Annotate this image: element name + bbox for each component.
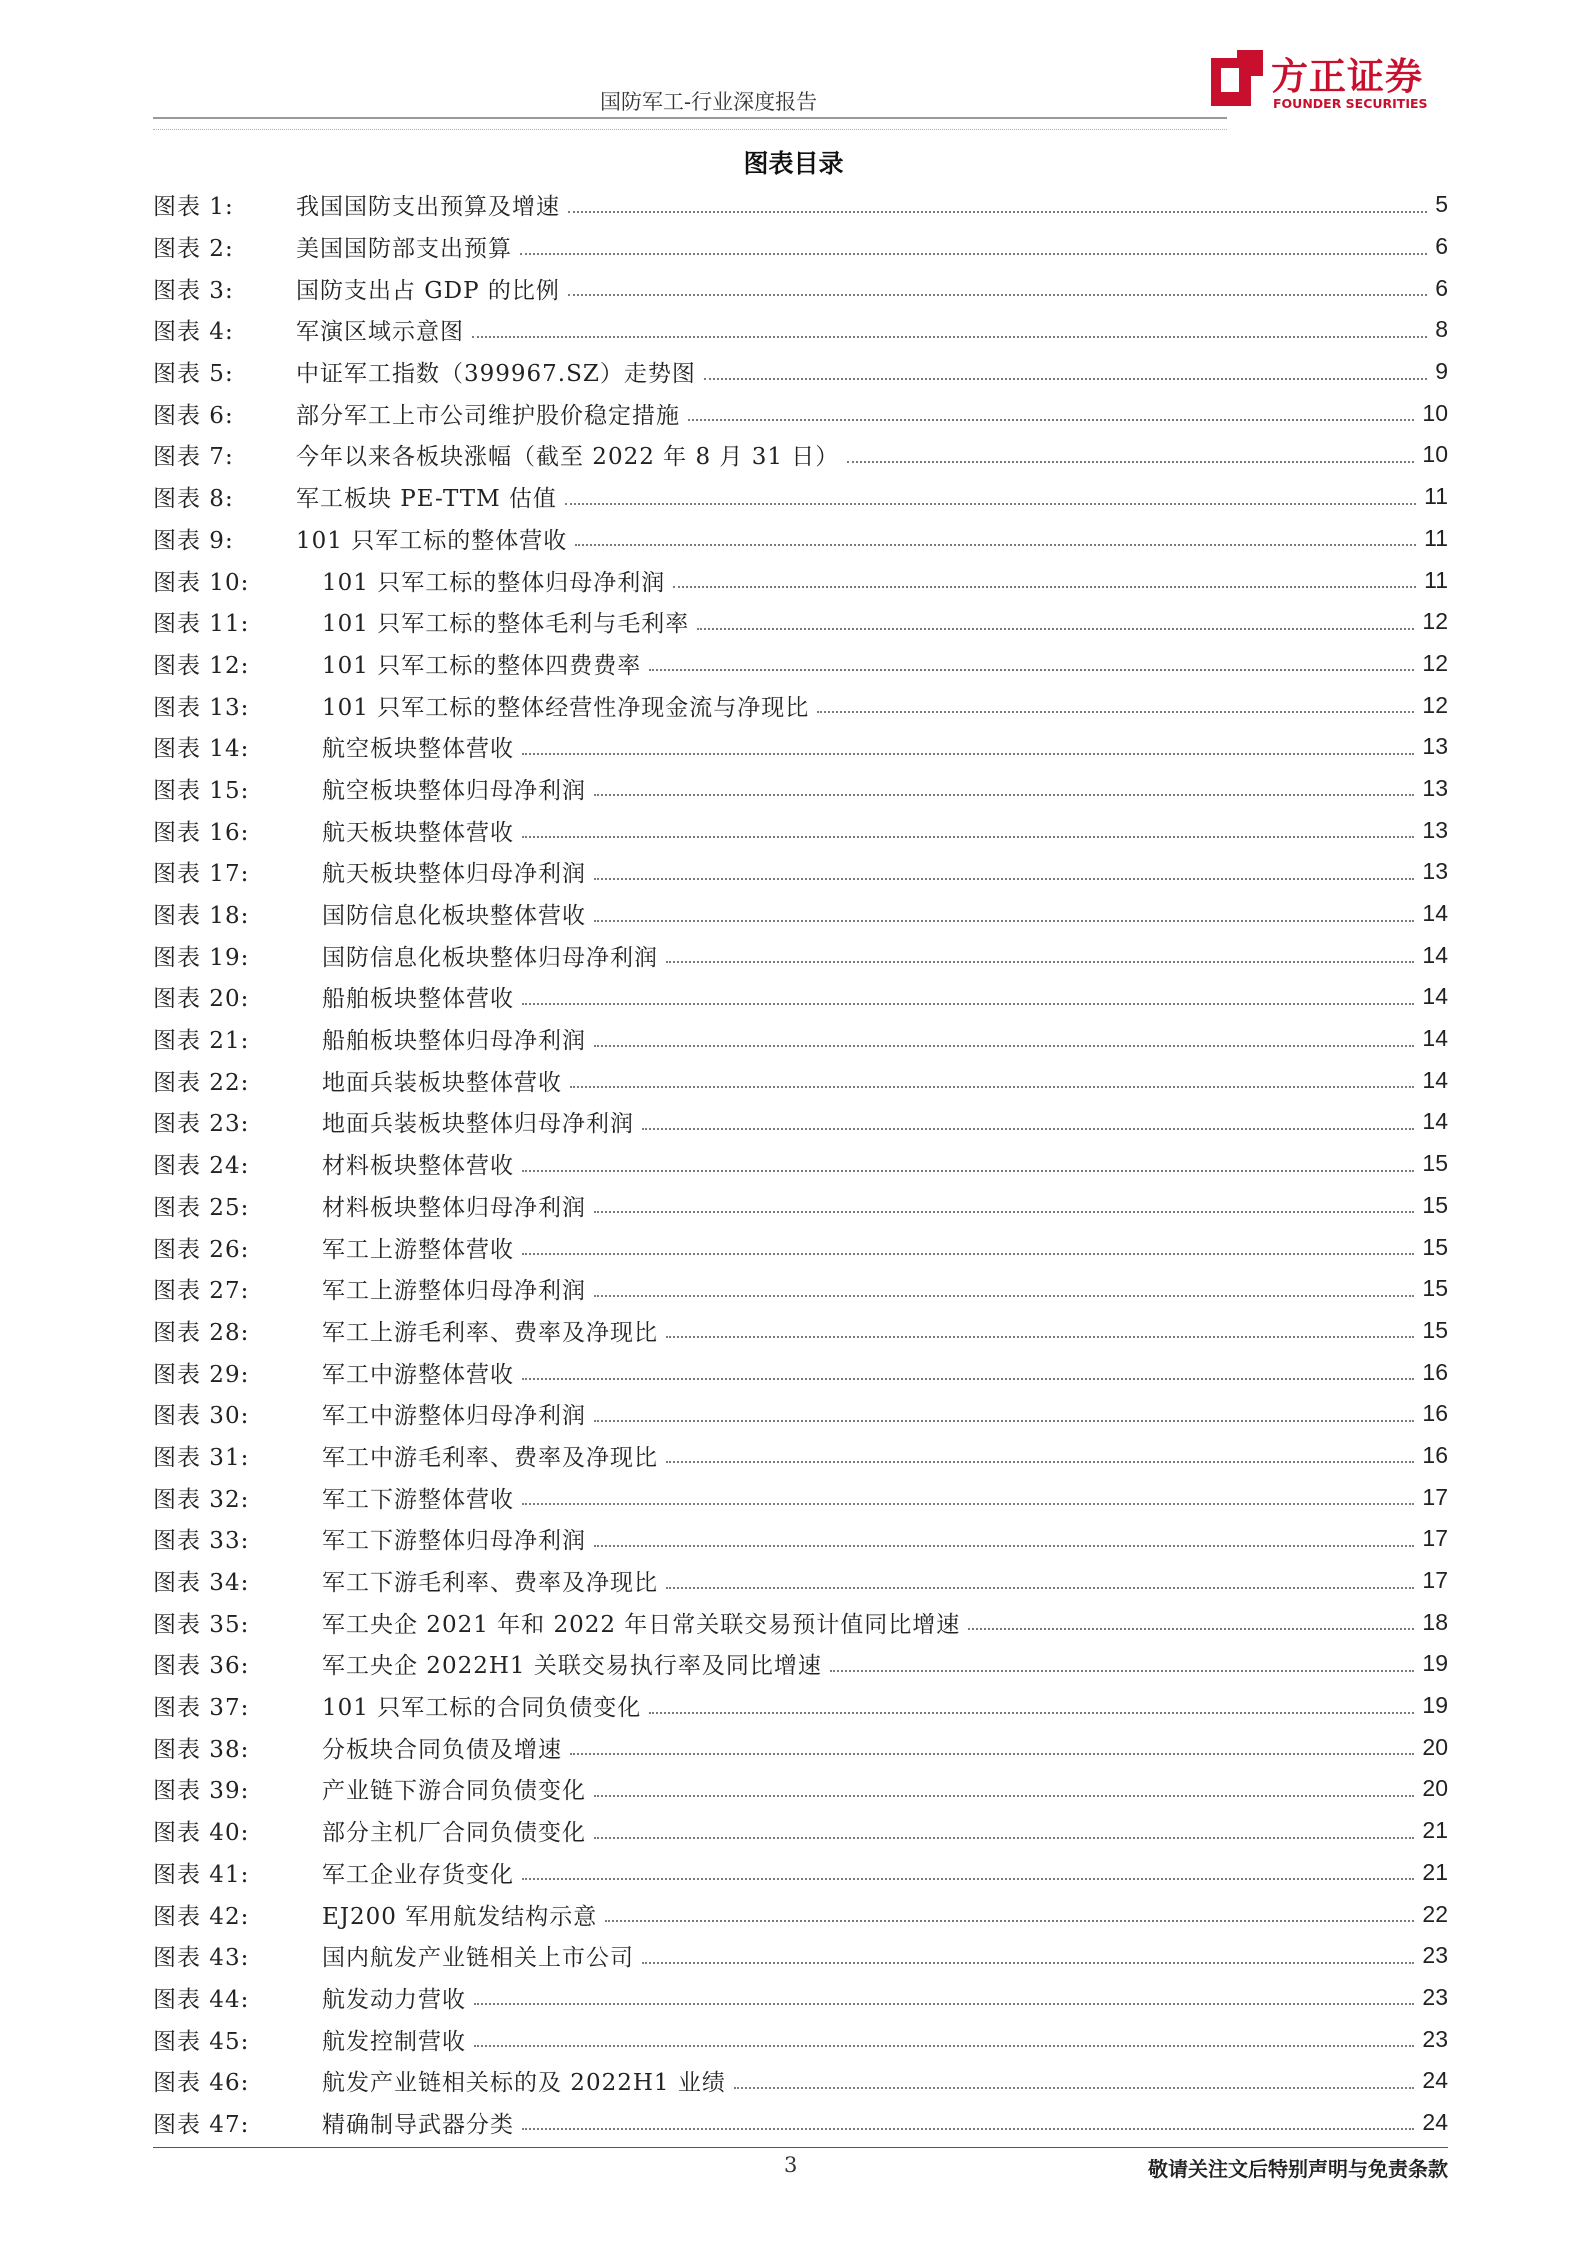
header-dotted-divider (153, 129, 1227, 130)
toc-entry-title: 地面兵装板块整体营收 (322, 1069, 562, 1096)
toc-entry-label: 图表 36: (153, 1653, 250, 1680)
toc-entry[interactable] (153, 1643, 1448, 1685)
toc-entry-page: 12 (1422, 608, 1448, 635)
toc-entry-label: 图表 9: (153, 527, 234, 554)
toc-entry-title: 101 只军工标的整体四费费率 (322, 652, 642, 679)
page-number: 3 (784, 2153, 798, 2177)
toc-entry-title: 军演区域示意图 (296, 319, 464, 346)
toc-entry[interactable] (153, 976, 1448, 1018)
toc-entry-page: 10 (1422, 399, 1448, 426)
toc-entry-label: 图表 24: (153, 1153, 250, 1180)
toc-entry-label: 图表 18: (153, 903, 250, 930)
toc-entry-title: 军工中游毛利率、费率及净现比 (322, 1444, 658, 1471)
toc-leader-dots (472, 336, 1427, 338)
toc-entry-label: 图表 23: (153, 1111, 250, 1138)
toc-leader-dots (666, 1587, 1414, 1589)
toc-entry[interactable] (153, 1726, 1448, 1768)
toc-entry[interactable] (153, 1351, 1448, 1393)
toc-entry-page: 12 (1422, 691, 1448, 718)
toc-entry-label: 图表 43: (153, 1945, 250, 1972)
toc-entry[interactable] (153, 392, 1448, 434)
toc-entry-page: 20 (1422, 1775, 1448, 1802)
toc-entry-page: 14 (1422, 900, 1448, 927)
toc-entry-label: 图表 20: (153, 986, 250, 1013)
toc-entry[interactable] (153, 2018, 1448, 2060)
toc-entry[interactable] (153, 643, 1448, 685)
toc-leader-dots (642, 1128, 1414, 1130)
toc-entry-title: 航天板块整体营收 (322, 819, 514, 846)
toc-entry-label: 图表 5: (153, 361, 234, 388)
toc-entry-page: 13 (1422, 733, 1448, 760)
toc-entry-page: 15 (1422, 1275, 1448, 1302)
toc-entry-label: 图表 4: (153, 319, 234, 346)
toc-leader-dots (666, 1336, 1414, 1338)
toc-leader-dots (594, 1795, 1414, 1797)
toc-entry-page: 11 (1424, 566, 1448, 593)
toc-entry[interactable] (153, 184, 1448, 226)
toc-entry-page: 11 (1424, 524, 1448, 551)
toc-entry-label: 图表 7: (153, 444, 234, 471)
toc-leader-dots (568, 211, 1427, 213)
toc-entry[interactable] (153, 1852, 1448, 1894)
toc-entry[interactable] (153, 1435, 1448, 1477)
toc-entry-title: 军工下游整体营收 (322, 1486, 514, 1513)
toc-entry[interactable] (153, 684, 1448, 726)
toc-entry-title: 航空板块整体归母净利润 (322, 777, 586, 804)
toc-entry[interactable] (153, 434, 1448, 476)
logo-english-name: FOUNDER SECURITIES (1273, 96, 1428, 111)
toc-entry[interactable] (153, 518, 1448, 560)
toc-leader-dots (522, 1878, 1414, 1880)
toc-leader-dots (522, 1003, 1414, 1005)
toc-entry-page: 14 (1422, 941, 1448, 968)
toc-entry[interactable] (153, 1143, 1448, 1185)
toc-leader-dots (817, 711, 1414, 713)
toc-entry-label: 图表 32: (153, 1486, 250, 1513)
toc-entry-label: 图表 25: (153, 1194, 250, 1221)
toc-entry-label: 图表 13: (153, 694, 250, 721)
toc-entry[interactable] (153, 809, 1448, 851)
toc-leader-dots (673, 586, 1416, 588)
toc-entry[interactable] (153, 601, 1448, 643)
toc-entry[interactable] (153, 2060, 1448, 2102)
toc-entry-page: 23 (1422, 1942, 1448, 1969)
toc-entry-title: 军工上游整体归母净利润 (322, 1278, 586, 1305)
toc-entry[interactable] (153, 1393, 1448, 1435)
toc-entry-label: 图表 2: (153, 236, 234, 263)
toc-entry-page: 14 (1422, 1108, 1448, 1135)
header-divider (153, 117, 1227, 119)
toc-entry-title: 船舶板块整体营收 (322, 986, 514, 1013)
toc-entry-label: 图表 47: (153, 2111, 250, 2138)
toc-entry-page: 23 (1422, 2025, 1448, 2052)
toc-entry-page: 6 (1435, 274, 1448, 301)
toc-entry-page: 24 (1422, 2067, 1448, 2094)
toc-leader-dots (594, 1211, 1414, 1213)
toc-entry-page: 13 (1422, 858, 1448, 885)
toc-leader-dots (594, 1295, 1414, 1297)
toc-entry-title: 国防支出占 GDP 的比例 (296, 277, 560, 304)
toc-leader-dots (594, 794, 1414, 796)
toc-entry-label: 图表 35: (153, 1611, 250, 1638)
toc-entry-page: 21 (1422, 1817, 1448, 1844)
toc-entry-page: 16 (1422, 1358, 1448, 1385)
toc-leader-dots (520, 253, 1427, 255)
toc-entry-title: 军工央企 2021 年和 2022 年日常关联交易预计值同比增速 (322, 1611, 961, 1638)
toc-entry-page: 14 (1422, 1025, 1448, 1052)
toc-leader-dots (688, 419, 1414, 421)
toc-entry[interactable] (153, 1476, 1448, 1518)
toc-leader-dots (594, 878, 1414, 880)
toc-entry[interactable] (153, 1226, 1448, 1268)
toc-entry-label: 图表 10: (153, 569, 250, 596)
toc-entry-title: 军工上游整体营收 (322, 1236, 514, 1263)
footer-divider (153, 2147, 1448, 2148)
toc-entry[interactable] (153, 559, 1448, 601)
toc-entry-page: 12 (1422, 649, 1448, 676)
toc-leader-dots (830, 1670, 1415, 1672)
toc-entry-page: 17 (1422, 1567, 1448, 1594)
toc-entry-title: 航发动力营收 (322, 1986, 466, 2013)
toc-leader-dots (734, 2087, 1415, 2089)
toc-entry-page: 13 (1422, 774, 1448, 801)
toc-entry-label: 图表 45: (153, 2028, 250, 2055)
toc-entry-label: 图表 42: (153, 1903, 250, 1930)
toc-entry-title: 船舶板块整体归母净利润 (322, 1028, 586, 1055)
toc-entry-page: 19 (1422, 1650, 1448, 1677)
toc-entry-page: 20 (1422, 1733, 1448, 1760)
toc-entry-label: 图表 31: (153, 1444, 250, 1471)
report-title: 国防军工-行业深度报告 (600, 90, 818, 114)
toc-entry-page: 17 (1422, 1483, 1448, 1510)
toc-entry-label: 图表 15: (153, 777, 250, 804)
toc-list (153, 184, 1448, 2143)
toc-entry-label: 图表 11: (153, 611, 250, 638)
toc-leader-dots (474, 2045, 1414, 2047)
toc-entry-label: 图表 22: (153, 1069, 250, 1096)
toc-entry-page: 17 (1422, 1525, 1448, 1552)
toc-entry-page: 15 (1422, 1233, 1448, 1260)
toc-entry-title: 101 只军工标的整体经营性净现金流与净现比 (322, 694, 810, 721)
toc-entry-title: 今年以来各板块涨幅（截至 2022 年 8 月 31 日） (296, 444, 840, 471)
toc-entry[interactable] (153, 1601, 1448, 1643)
toc-entry[interactable] (153, 893, 1448, 935)
toc-leader-dots (594, 1420, 1414, 1422)
toc-leader-dots (522, 1253, 1414, 1255)
toc-entry-label: 图表 21: (153, 1028, 250, 1055)
toc-entry[interactable] (153, 1893, 1448, 1935)
toc-entry-page: 13 (1422, 816, 1448, 843)
toc-entry-title: 101 只军工标的合同负债变化 (322, 1695, 642, 1722)
toc-leader-dots (594, 1837, 1414, 1839)
toc-entry-title: 军工下游毛利率、费率及净现比 (322, 1570, 658, 1597)
toc-leader-dots (594, 1545, 1414, 1547)
founder-logo-mark-icon (1207, 48, 1265, 110)
toc-entry-title: 地面兵装板块整体归母净利润 (322, 1111, 634, 1138)
toc-entry-title: 军工央企 2022H1 关联交易执行率及同比增速 (322, 1653, 822, 1680)
toc-entry-page: 8 (1435, 316, 1448, 343)
toc-entry-page: 22 (1422, 1900, 1448, 1927)
toc-entry-label: 图表 34: (153, 1570, 250, 1597)
toc-leader-dots (474, 2003, 1414, 2005)
toc-entry-title: 101 只军工标的整体营收 (296, 527, 568, 554)
toc-entry-label: 图表 8: (153, 486, 234, 513)
toc-leader-dots (594, 1045, 1414, 1047)
toc-entry[interactable] (153, 1977, 1448, 2019)
founder-logo (1207, 46, 1447, 116)
toc-leader-dots (605, 1920, 1414, 1922)
toc-leader-dots (568, 294, 1427, 296)
toc-entry-title: 精确制导武器分类 (322, 2111, 514, 2138)
toc-entry-title: 军工中游整体归母净利润 (322, 1403, 586, 1430)
toc-entry[interactable] (153, 226, 1448, 268)
toc-entry-page: 15 (1422, 1191, 1448, 1218)
toc-entry-label: 图表 16: (153, 819, 250, 846)
toc-entry-label: 图表 1: (153, 194, 234, 221)
toc-entry-title: 产业链下游合同负债变化 (322, 1778, 586, 1805)
toc-leader-dots (522, 2128, 1414, 2130)
toc-entry[interactable] (153, 1101, 1448, 1143)
toc-entry-page: 16 (1422, 1441, 1448, 1468)
toc-entry-title: 材料板块整体营收 (322, 1153, 514, 1180)
toc-entry-title: 军工板块 PE-TTM 估值 (296, 486, 557, 513)
toc-entry[interactable] (153, 1310, 1448, 1352)
toc-entry-label: 图表 41: (153, 1861, 250, 1888)
toc-entry[interactable] (153, 1685, 1448, 1727)
toc-leader-dots (570, 1086, 1414, 1088)
toc-entry[interactable] (153, 267, 1448, 309)
toc-entry-page: 14 (1422, 983, 1448, 1010)
toc-entry[interactable] (153, 476, 1448, 518)
toc-entry-page: 23 (1422, 1983, 1448, 2010)
toc-entry-label: 图表 40: (153, 1820, 250, 1847)
toc-entry-title: 航空板块整体营收 (322, 736, 514, 763)
toc-entry[interactable] (153, 726, 1448, 768)
toc-entry-label: 图表 19: (153, 944, 250, 971)
toc-entry-title: 美国国防部支出预算 (296, 236, 512, 263)
toc-entry-label: 图表 29: (153, 1361, 250, 1388)
toc-entry[interactable] (153, 768, 1448, 810)
toc-entry-label: 图表 6: (153, 402, 234, 429)
toc-entry[interactable] (153, 1810, 1448, 1852)
toc-entry-page: 14 (1422, 1066, 1448, 1093)
toc-entry-label: 图表 14: (153, 736, 250, 763)
toc-entry[interactable] (153, 1185, 1448, 1227)
toc-entry-title: 军工中游整体营收 (322, 1361, 514, 1388)
toc-entry-title: 国防信息化板块整体营收 (322, 903, 586, 930)
toc-entry-page: 24 (1422, 2108, 1448, 2135)
toc-entry-page: 11 (1424, 483, 1448, 510)
logo-chinese-name: 方正证券 (1271, 55, 1423, 98)
toc-title: 图表目录 (743, 149, 844, 178)
toc-leader-dots (968, 1628, 1414, 1630)
toc-entry[interactable] (153, 1768, 1448, 1810)
toc-entry-label: 图表 28: (153, 1319, 250, 1346)
toc-entry[interactable] (153, 1018, 1448, 1060)
toc-entry[interactable] (153, 351, 1448, 393)
toc-entry-label: 图表 44: (153, 1986, 250, 2013)
disclaimer-note: 敬请关注文后特别声明与免责条款 (1148, 2157, 1448, 2181)
toc-leader-dots (565, 503, 1416, 505)
toc-entry-title: 国防信息化板块整体归母净利润 (322, 944, 658, 971)
toc-entry[interactable] (153, 309, 1448, 351)
toc-entry-label: 图表 46: (153, 2070, 250, 2097)
toc-entry-page: 16 (1422, 1400, 1448, 1427)
toc-entry-title: 军工下游整体归母净利润 (322, 1528, 586, 1555)
toc-entry-label: 图表 26: (153, 1236, 250, 1263)
toc-entry-title: 材料板块整体归母净利润 (322, 1194, 586, 1221)
toc-leader-dots (522, 1503, 1414, 1505)
toc-entry-title: 分板块合同负债及增速 (322, 1736, 562, 1763)
toc-entry-label: 图表 30: (153, 1403, 250, 1430)
toc-entry-page: 9 (1435, 358, 1448, 385)
toc-entry-label: 图表 27: (153, 1278, 250, 1305)
toc-leader-dots (522, 753, 1414, 755)
toc-entry-title: 部分军工上市公司维护股价稳定措施 (296, 402, 680, 429)
toc-entry[interactable] (153, 2102, 1448, 2144)
toc-entry-title: 101 只军工标的整体毛利与毛利率 (322, 611, 690, 638)
toc-entry[interactable] (153, 1935, 1448, 1977)
toc-leader-dots (594, 920, 1414, 922)
toc-entry[interactable] (153, 851, 1448, 893)
toc-entry[interactable] (153, 934, 1448, 976)
toc-leader-dots (704, 378, 1427, 380)
toc-entry-label: 图表 39: (153, 1778, 250, 1805)
toc-entry-label: 图表 37: (153, 1695, 250, 1722)
toc-entry[interactable] (153, 1059, 1448, 1101)
toc-entry-title: 中证军工指数（399967.SZ）走势图 (296, 361, 696, 388)
toc-entry-page: 15 (1422, 1150, 1448, 1177)
toc-leader-dots (570, 1753, 1414, 1755)
toc-leader-dots (522, 1378, 1414, 1380)
toc-entry[interactable] (153, 1518, 1448, 1560)
toc-entry-title: EJ200 军用航发结构示意 (322, 1903, 598, 1930)
toc-entry-title: 航发控制营收 (322, 2028, 466, 2055)
toc-entry-title: 航发产业链相关标的及 2022H1 业绩 (322, 2070, 726, 2097)
toc-entry-page: 15 (1422, 1316, 1448, 1343)
toc-entry-page: 21 (1422, 1858, 1448, 1885)
toc-entry-title: 军工企业存货变化 (322, 1861, 514, 1888)
toc-entry-title: 国内航发产业链相关上市公司 (322, 1945, 634, 1972)
toc-entry-title: 航天板块整体归母净利润 (322, 861, 586, 888)
toc-entry-page: 10 (1422, 441, 1448, 468)
toc-entry-label: 图表 3: (153, 277, 234, 304)
toc-leader-dots (697, 628, 1414, 630)
toc-leader-dots (666, 961, 1414, 963)
toc-entry-label: 图表 17: (153, 861, 250, 888)
toc-entry-label: 图表 38: (153, 1736, 250, 1763)
toc-entry-label: 图表 12: (153, 652, 250, 679)
toc-entry[interactable] (153, 1560, 1448, 1602)
toc-entry-title: 101 只军工标的整体归母净利润 (322, 569, 666, 596)
toc-leader-dots (522, 1170, 1414, 1172)
toc-entry-label: 图表 33: (153, 1528, 250, 1555)
toc-entry-title: 军工上游毛利率、费率及净现比 (322, 1319, 658, 1346)
toc-leader-dots (649, 669, 1414, 671)
toc-leader-dots (522, 836, 1414, 838)
toc-leader-dots (847, 461, 1414, 463)
toc-entry-title: 部分主机厂合同负债变化 (322, 1820, 586, 1847)
toc-entry-title: 我国国防支出预算及增速 (296, 194, 560, 221)
toc-entry[interactable] (153, 1268, 1448, 1310)
toc-leader-dots (642, 1962, 1414, 1964)
toc-entry-page: 18 (1422, 1608, 1448, 1635)
toc-entry-page: 6 (1435, 233, 1448, 260)
toc-entry-page: 5 (1435, 191, 1448, 218)
toc-leader-dots (575, 544, 1416, 546)
toc-entry-page: 19 (1422, 1692, 1448, 1719)
toc-leader-dots (649, 1712, 1414, 1714)
toc-leader-dots (666, 1461, 1414, 1463)
